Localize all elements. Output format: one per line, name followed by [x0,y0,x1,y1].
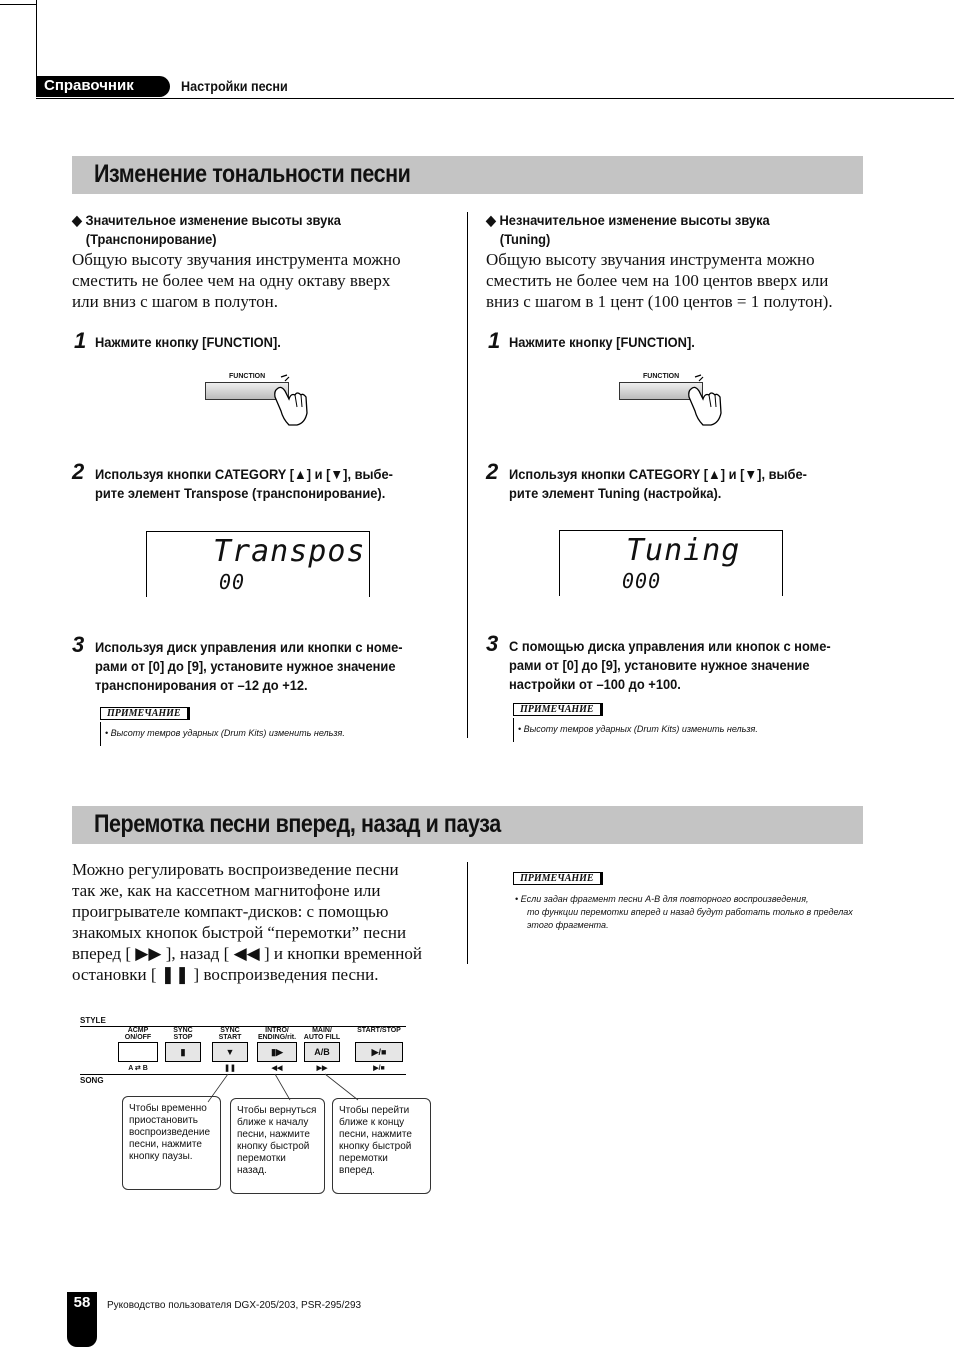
corner-mark-horizontal [0,4,37,5]
subhead-tuning [486,211,770,249]
step-number: 3 [486,631,499,656]
function-label: FUNCTION [229,373,266,380]
section-tab: Справочник [36,76,170,97]
note-tag: ПРИМЕЧАНИЕ [100,707,190,720]
step-number: 2 [72,459,85,484]
text-line: транспонирования от –12 до +12. [95,677,308,693]
text-line: приостановить [129,1115,198,1126]
step-text [95,638,403,695]
text-line: или вниз с шагом в полутон. [72,292,278,311]
text-line: проигрывателе компакт-дисков: с помощью [72,902,389,921]
lcd-main-text: Tuning [626,533,741,568]
panel-button-label: MAIN/ AUTO FILL [303,1027,341,1041]
text-line: Можно регулировать воспроизведение песни [72,860,399,879]
lcd-value: 00 [219,570,246,594]
text-line: песни, нажмите [129,1139,202,1150]
text-line: • Если задан фрагмент песни A-B для повторного воспроизведения, [515,894,809,904]
text-line: Используя диск управления или кнопки с номе- [95,639,403,655]
text-line: кнопку паузы. [129,1151,193,1162]
text-line: остановки [ ❚❚ ] воспроизведения песни. [72,965,379,984]
text-line: то функции перемотки вперед и назад будут работать только в пределах [527,907,853,917]
lcd-display [559,530,783,596]
function-button-illustration [619,373,729,433]
panel-button[interactable]: ▮▶ [257,1042,297,1062]
text-line: вниз с шагом в 1 цент (100 центов = 1 полутон). [486,292,833,311]
section-title: Изменение тональности песни [94,160,411,188]
step-text: Нажмите кнопку [FUNCTION]. [95,334,281,350]
text-line: Используя кнопки CATEGORY [▲] и [▼], выбе- [509,466,807,482]
lcd-display [146,531,370,597]
lcd-value: 000 [622,569,662,593]
breadcrumb: Настройки песни [181,78,288,94]
panel-button-label: ACMP ON/OFF [124,1027,152,1041]
subhead-transpose [72,211,341,249]
note-text: • Высоту темров ударных (Drum Kits) изменить нельзя. [518,724,758,734]
callout-forward [332,1098,431,1194]
panel-song-function-label: ▶▶ [316,1065,328,1072]
footer-text: Руководство пользователя DGX-205/203, PSR-295/293 [107,1300,362,1311]
text-line: песни, нажмите [237,1129,310,1140]
note-rule [513,718,514,742]
text-line: Общую высоту звучания инструмента можно [486,250,815,269]
note-tag: ПРИМЕЧАНИЕ [513,703,603,716]
lcd-main-text: Transpos [213,534,366,569]
header-rule [36,98,954,99]
step-text: Нажмите кнопку [FUNCTION]. [509,334,695,350]
panel-button[interactable]: ▮ [165,1042,201,1062]
text-line: перемотки назад. [237,1153,286,1176]
panel-button-label: START/STOP [357,1027,401,1034]
page-number: 58 [67,1292,97,1347]
text-line: ближе к концу [339,1117,405,1128]
text-line: так же, как на кассетном магнитофоне или [72,881,381,900]
note-text: • Высоту темров ударных (Drum Kits) изменить нельзя. [105,728,345,738]
corner-mark-vertical [36,0,37,88]
function-label: FUNCTION [643,373,680,380]
text-line: вперед [ ▶▶ ], назад [ ◀◀ ] и кнопки временной [72,944,422,963]
panel-button[interactable]: ▶/■ [355,1042,403,1062]
song-label: SONG [80,1076,104,1085]
step-number: 1 [488,328,501,353]
text-line: рите элемент Tuning (настройка). [509,485,722,501]
panel-button[interactable]: ▼ [212,1042,248,1062]
text-line: перемотки вперед. [339,1153,388,1176]
callout-rewind [230,1098,325,1194]
text-line: знакомых кнопок быстрой “перемотки” песни [72,923,407,942]
column-divider [467,212,468,738]
step-text [509,637,831,694]
note-text [515,893,853,932]
step-number: 3 [72,632,85,657]
panel-song-function-label: ▶/■ [373,1065,385,1072]
text-line: Чтобы перейти [339,1105,410,1116]
panel-button-label: SYNC STOP [173,1027,193,1041]
text-line: сместить не более чем на одну октаву вверх [72,271,391,290]
section-title: Перемотка песни вперед, назад и пауза [94,810,501,838]
text-line: Чтобы вернуться [237,1105,317,1116]
note-rule [100,722,101,746]
step-number: 1 [74,328,87,353]
step-number: 2 [486,459,499,484]
intro-tuning [486,249,833,312]
text-line: кнопку быстрой [237,1141,310,1152]
subhead-line: (Tuning) [499,231,551,247]
text-line: песни, нажмите [339,1129,412,1140]
style-label: STYLE [80,1016,106,1025]
text-line: рами от [0] до [9], установите нужное значение [509,657,810,673]
intro-playback [72,859,422,985]
subhead-line: ◆ Незначительное изменение высоты звука [486,212,770,228]
intro-transpose [72,249,401,312]
text-line: Общую высоту звучания инструмента можно [72,250,401,269]
text-line: С помощью диска управления или кнопок с номе- [509,638,831,654]
text-line: настройки от –100 до +100. [509,676,681,692]
text-line: сместить не более чем на 100 центов вверх или [486,271,829,290]
panel-song-function-label: A ⇄ B [128,1065,148,1072]
panel-button-label: INTRO/ ENDING/rit. [257,1027,297,1041]
step-text [95,465,393,503]
text-line: этого фрагмента. [527,920,609,930]
finger-pointer-icon [687,373,727,429]
step-text [509,465,807,503]
finger-pointer-icon [273,373,313,429]
section-title-bar [72,156,863,194]
panel-button-label: SYNC START [218,1027,242,1041]
subhead-line: ◆ Значительное изменение высоты звука [72,212,341,228]
text-line: ближе к началу [237,1117,309,1128]
panel-button[interactable]: A/B [304,1042,340,1062]
note-tag: ПРИМЕЧАНИЕ [513,872,603,885]
function-button-illustration [205,373,315,433]
panel-song-function-label: ◀◀ [271,1065,283,1072]
text-line: Чтобы временно [129,1103,207,1114]
subhead-line: (Транспонирование) [85,231,217,247]
text-line: рами от [0] до [9], установите нужное значение [95,658,396,674]
text-line: Используя кнопки CATEGORY [▲] и [▼], выбе- [95,466,393,482]
panel-song-function-label: ❚❚ [224,1065,236,1072]
text-line: кнопку быстрой [339,1141,412,1152]
column-divider [467,862,468,964]
callout-pause [122,1096,221,1190]
text-line: рите элемент Transpose (транспонирование). [95,485,386,501]
text-line: воспроизведение [129,1127,211,1138]
section-title-bar [72,806,863,844]
